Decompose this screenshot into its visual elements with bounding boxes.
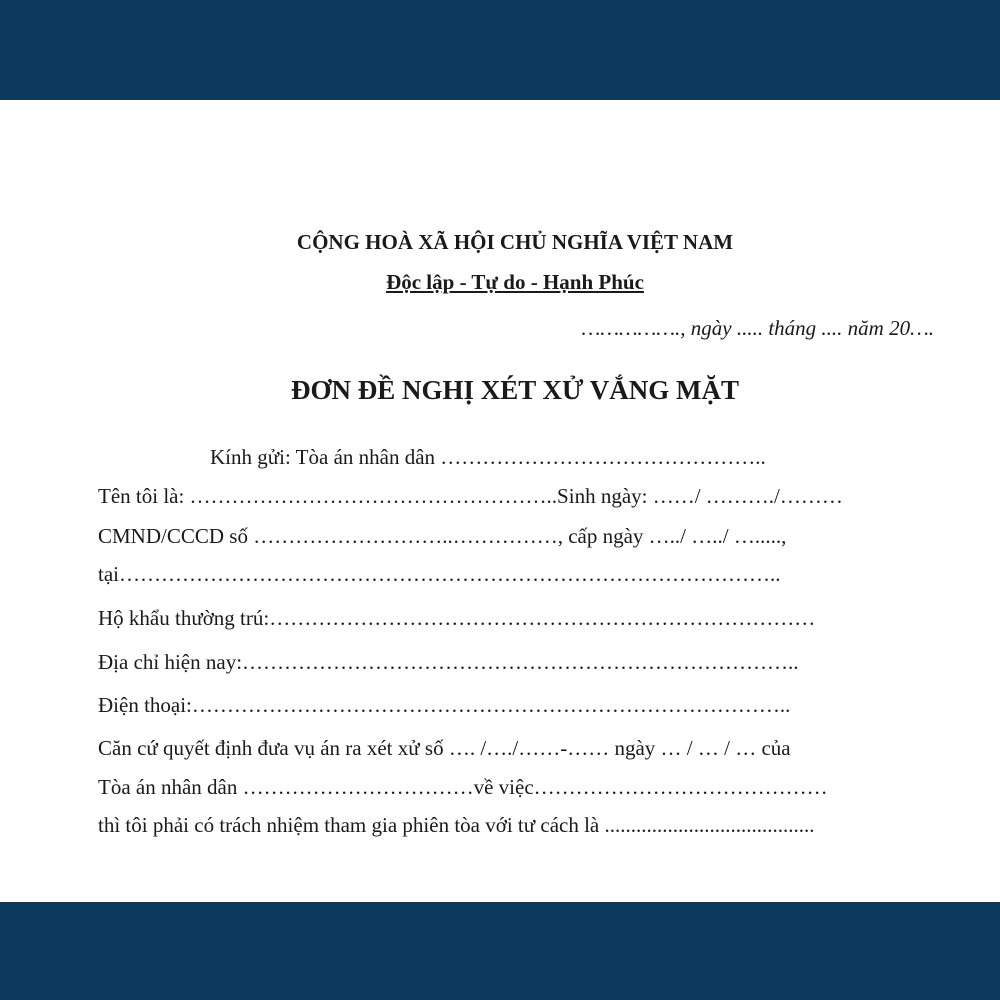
responsibility-line: thì tôi phải có trách nhiệm tham gia phiên tòa với tư cách là ........................................: [98, 813, 815, 837]
top-band: [0, 0, 1000, 100]
name-line: Tên tôi là: ……………………………………………..Sinh ngày: ……/ ………./………: [98, 484, 843, 508]
national-name: CỘNG HOÀ XÃ HỘI CHỦ NGHĨA VIỆT NAM: [296, 230, 734, 254]
address-line: Địa chỉ hiện nay:……………………………………………………………………..: [98, 650, 799, 674]
bottom-band: [0, 902, 1000, 1000]
national-motto: Độc lập - Tự do - Hạnh Phúc: [386, 270, 644, 294]
date-line: ……………., ngày ..... tháng .... năm 20….: [581, 316, 934, 340]
place-line: tại…………………………………………………………………………………..: [98, 562, 781, 586]
household-line: Hộ khẩu thường trú:……………………………………………………………………: [98, 606, 816, 630]
court-line: Tòa án nhân dân ……………………………về việc……………………………………: [98, 775, 828, 799]
document-page: [0, 100, 1000, 902]
document-title: ĐƠN ĐỀ NGHỊ XÉT XỬ VẮNG MẶT: [290, 375, 740, 405]
phone-line: Điện thoại:…………………………………………………………………………..: [98, 693, 791, 717]
recipient-line: Kính gửi: Tòa án nhân dân ………………………………………..: [210, 445, 766, 469]
id-line: CMND/CCCD số ………………………..……………, cấp ngày …../ …../ ….....,: [98, 524, 787, 548]
decision-line: Căn cứ quyết định đưa vụ án ra xét xử số …. /…./……-…… ngày … / … / … của: [98, 736, 791, 760]
